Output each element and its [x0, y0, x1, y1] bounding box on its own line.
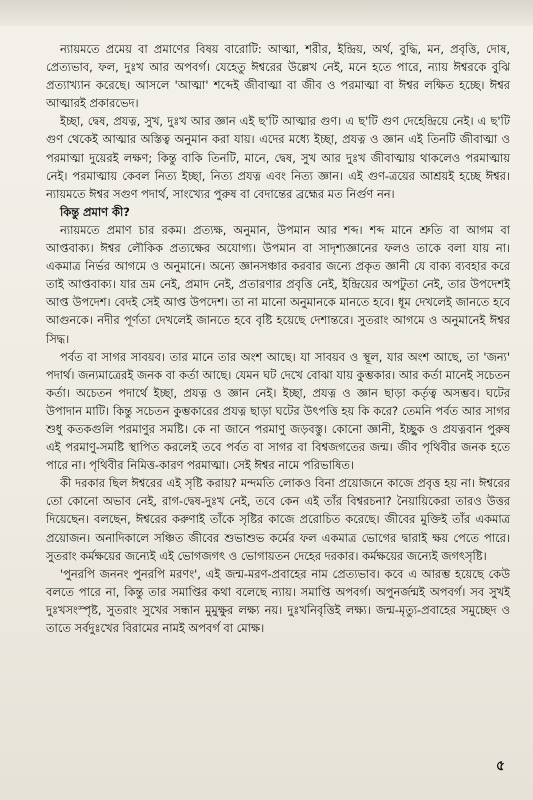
paragraph-apavarga: 'পুনরপি জননং পুনরপি মরণং', এই জন্ম-মরণ-প্রবাহের নাম প্রেত্যভাব। কবে এ আরম্ভ হয়েছে কেউ বলতে পারে না, কিন্তু তার সমাপ্তির কথা বলেছে ন্যায়। সমাপ্তি অপবর্গ। অপুনর্জন্মই অপবর্গ। সব সুখই দুঃখসংস্পৃষ্ট, সুতরাং সুখের সন্ধান মুমুক্ষুর লক্ষ্য নয়। দুঃখনিবৃত্তিই লক্ষ্য। জন্ম-মৃত্যু-প্রবাহের সমুচ্ছেদ ও তাতে সর্বদুঃখের বিরামের নামই অপবর্গ বা মোক্ষ।	[46, 566, 510, 635]
question-heading: কিন্তু প্রমাণ কী?	[60, 204, 130, 219]
page-top-edge	[0, 0, 533, 26]
paragraph-srishti-reason: কী দরকার ছিল ঈশ্বরের এই সৃষ্টি করায়? মন্দমতি লোকও বিনা প্রয়োজনে কাজে প্রবৃত্ত হয় না। ঈশ্বরের তো কোনো অভাব নেই, রাগ-দ্বেষ-দুঃখ নেই, তবে কেন এই তাঁর বিশ্বরচনা? নৈয়ায়িকেরা তারও উত্তর দিয়েছেন। বলছেন, ঈশ্বরের করুণাই তাঁকে সৃষ্টির কাজে প্ররোচিত করেছে। জীবের মুক্তিই তাঁর একমাত্র প্রয়োজন। অনাদিকালে সঞ্চিত জীবের শুভাশুভ কর্মের ফল একমাত্র ভোগের দ্বারাই ক্ষয় পেতে পারে। সুতরাং কর্মক্ষয়ের জন্যেই এই ভোগজগৎ ও ভোগায়তন দেহের দরকার। কর্মক্ষয়ের জন্যেই জগৎসৃষ্টি।	[46, 476, 510, 563]
page-number: ৫	[495, 758, 505, 774]
paragraph-parvata-sagara: পর্বত বা সাগর সাবয়ব। তার মানে তার অংশ আছে। যা সাবয়ব ও স্থূল, যার অংশ আছে, তা 'জন্য' পদার্থ। জন্যমাত্রেরই জনক বা কর্তা আছে। যেমন ঘট দেখে বোঝা যায় কুম্ভকার। আর কর্তা মানেই সচেতন কর্তা। অচেতন পদার্থে ইচ্ছা, প্রযত্ন ও জ্ঞান নেই। ইচ্ছা, প্রযত্ন ও জ্ঞান ছাড়া কর্তৃত্ব অসম্ভব। ঘটের উপাদান মাটি। কিন্তু সচেতন কুম্ভকারের প্রযত্ন ছাড়া ঘটের উৎপত্তি হয় কি করে? তেমনি পর্বত আর সাগর শুধু কতকগুলি পরমাণুর সমষ্টি। কে না জানে পরমাণু জড়বস্তু। কোনো জ্ঞানী, ইচ্ছুক ও প্রযত্নবান পুরুষ এই পরমাণু-সমষ্টি স্থাপিত করলেই তবে পর্বত বা সাগর বা বিশ্বজগতের জন্ম। জীব পৃথিবীর জনক হতে পারে না। পৃথিবীর নিমিত্ত-কারণ পরমাত্মা। সেই ঈশ্বর নামে পরিভাষিত।	[46, 349, 510, 473]
paragraph-atma-gunas: ইচ্ছা, দ্বেষ, প্রযত্ন, সুখ, দুঃখ আর জ্ঞান এই ছ'টি আত্মার গুণ। এ ছ'টি গুণ দেহেন্দ্রিয়ে নেই। এ ছ'টি গুণ থেকেই আত্মার অস্তিত্ব অনুমান করা যায়। এদের মধ্যে ইচ্ছা, প্রযত্ন ও জ্ঞান এই তিনটি জীবাত্মা ও পরমাত্মা দুয়েরই লক্ষণ; কিন্তু বাকি তিনটি, মানে, দ্বেষ, সুখ আর দুঃখ জীবাত্মায় থাকলেও পরমাত্মায় নেই। পরমাত্মায় কেবল নিত্য ইচ্ছা, নিত্য প্রযত্ন এবং নিত্য জ্ঞান। এই গুণ-ত্রয়ের আশ্রয়ই হচ্ছে ঈশ্বর। ন্যায়মতে ঈশ্বর সগুণ পদার্থ, সাংখ্যের পুরুষ বা বেদান্তের ব্রহ্মের মত নির্গুণ নন।	[46, 114, 510, 201]
paragraph-pramana: ন্যায়মতে প্রমাণ চার রকম। প্রত্যক্ষ, অনুমান, উপমান আর শব্দ। শব্দ মানে শ্রুতি বা আগম বা আপ্তবাক্য। ঈশ্বর লৌকিক প্রত্যক্ষের অযোগ্য। উপমান বা সাদৃশ্যজ্ঞানের ফলও তাকে বলা যায় না। একমাত্র নির্ভর আগমে ও অনুমানে। অন্যে জ্ঞানসঞ্চার করবার জন্যে প্রকৃত জ্ঞানী যে বাক্য ব্যবহার করে তাই আপ্তবাক্য। যার ভ্রম নেই, প্রমাদ নেই, প্রতারণার প্রবৃত্তি নেই, ইন্দ্রিয়ের অপটুতা নেই, তার উপদেশই আপ্ত উপদেশ। বেদই সেই আপ্ত উপদেশ। তা না মানো অনুমানকে মানতে হবে। ধূম দেখলেই জানতে হবে আগুনকে। নদীর পূর্ণতা দেখলেই জানতে হবে বৃষ্টি হয়েছে দেশান্তরে। সুতরাং আগমে ও অনুমানেই ঈশ্বর সিদ্ধ।	[46, 222, 510, 346]
text-block	[46, 40, 510, 637]
paragraph-prameya: ন্যায়মতে প্রমেয় বা প্রমাণের বিষয় বারোটি: আত্মা, শরীর, ইন্দ্রিয়, অর্থ, বুদ্ধি, মন, প্রবৃত্তি, দোষ, প্রেত্যভাব, ফল, দুঃখ আর অপবর্গ। যেহেতু ঈশ্বরের উল্লেখ নেই, মনে হতে পারে, ন্যায় ঈশ্বরকে বুঝি প্রত্যাখ্যান করেছে। আসলে 'আত্মা' শব্দেই জীবাত্মা বা জীব ও পরমাত্মা বা ঈশ্বর লক্ষিত হচ্ছে। ঈশ্বর আত্মারই প্রকারভেদ।	[46, 42, 510, 111]
